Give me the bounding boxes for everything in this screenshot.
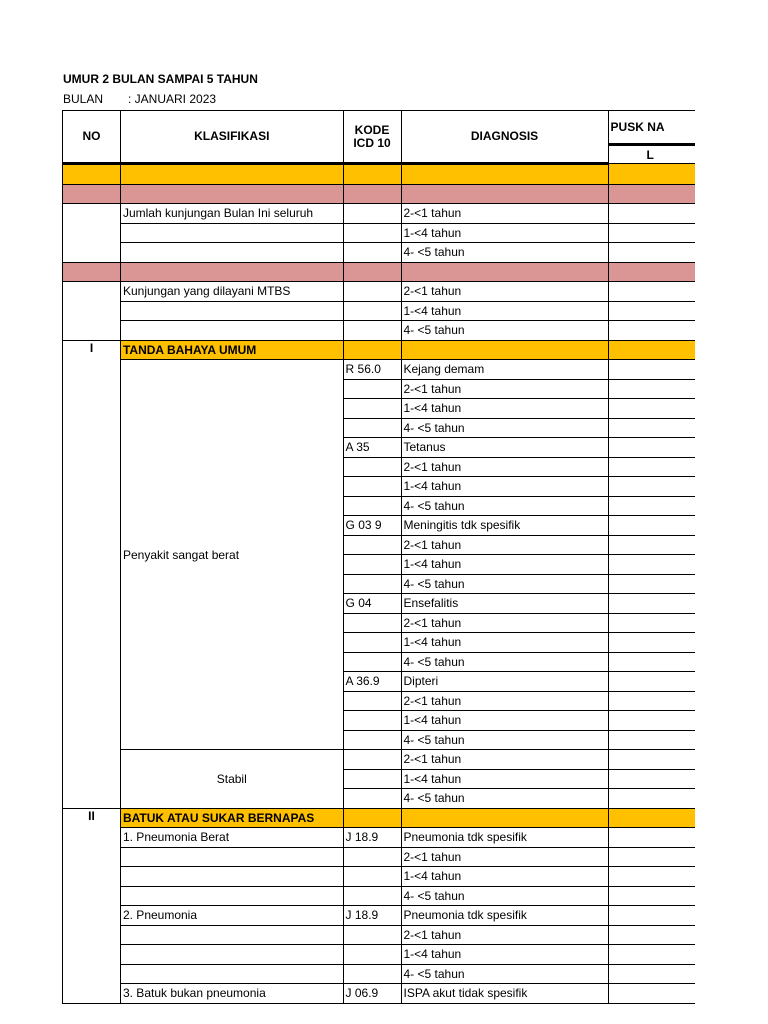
table-row (63, 282, 696, 302)
header-no: NO (63, 111, 121, 164)
section-no: I (63, 340, 121, 808)
cell-diagnosis: Dipteri (401, 672, 608, 692)
band-row (63, 262, 696, 282)
cell-age: 4- <5 tahun (401, 321, 608, 341)
cell-klasifikasi: 2. Pneumonia (120, 906, 343, 926)
cell-age: 2-<1 tahun (401, 847, 608, 867)
cell-age: 4- <5 tahun (401, 243, 608, 263)
cell-age: 1-<4 tahun (401, 301, 608, 321)
cell-diagnosis: ISPA akut tidak spesifik (401, 984, 608, 1004)
table-row (63, 243, 696, 263)
table-row (63, 964, 696, 984)
table-row (63, 750, 696, 770)
table-row (63, 906, 696, 926)
cell-diagnosis: Kejang demam (401, 360, 608, 380)
table-row (63, 360, 696, 380)
cell-age: 1-<4 tahun (401, 711, 608, 731)
cell-age: 2-<1 tahun (401, 457, 608, 477)
cell-age: 4- <5 tahun (401, 418, 608, 438)
table-row (63, 828, 696, 848)
cell-age: 2-<1 tahun (401, 925, 608, 945)
report-title: UMUR 2 BULAN SAMPAI 5 TAHUN (63, 72, 258, 86)
cell-klasifikasi: Kunjungan yang dilayani MTBS (120, 282, 343, 302)
cell-diagnosis: Pneumonia tdk spesifik (401, 906, 608, 926)
table-row (63, 945, 696, 965)
report-sheet (62, 110, 695, 1001)
section-row (63, 808, 696, 828)
cell-age: 1-<4 tahun (401, 945, 608, 965)
cell-no (63, 282, 121, 341)
cell-age: 1-<4 tahun (401, 223, 608, 243)
table-row (63, 925, 696, 945)
cell-age: 1-<4 tahun (401, 633, 608, 653)
table-row (63, 321, 696, 341)
cell-diagnosis: Pneumonia tdk spesifik (401, 828, 608, 848)
cell-klasifikasi: 1. Pneumonia Berat (120, 828, 343, 848)
cell-age: 2-<1 tahun (401, 204, 608, 224)
table-row (63, 223, 696, 243)
table-row (63, 886, 696, 906)
cell-diagnosis: Meningitis tdk spesifik (401, 516, 608, 536)
cell-klasifikasi-stabil: Stabil (120, 750, 343, 809)
cell-age: 1-<4 tahun (401, 477, 608, 497)
cell-age: 2-<1 tahun (401, 379, 608, 399)
cell-age: 4- <5 tahun (401, 574, 608, 594)
cell-kode: J 06.9 (343, 984, 401, 1004)
table-row (63, 301, 696, 321)
report-table (62, 110, 695, 1004)
cell-kode: G 04 (343, 594, 401, 614)
cell-age: 4- <5 tahun (401, 964, 608, 984)
cell-kode: J 18.9 (343, 906, 401, 926)
cell-diagnosis: Tetanus (401, 438, 608, 458)
header-pusk: PUSK NA (608, 111, 695, 145)
section-title: BATUK ATAU SUKAR BERNAPAS (120, 808, 343, 828)
section-row (63, 340, 696, 360)
cell-age: 4- <5 tahun (401, 652, 608, 672)
cell-age: 1-<4 tahun (401, 867, 608, 887)
cell-klasifikasi-penyakit-sangat-berat: Penyakit sangat berat (120, 360, 343, 750)
table-row (63, 847, 696, 867)
cell-age: 2-<1 tahun (401, 613, 608, 633)
cell-age: 2-<1 tahun (401, 535, 608, 555)
cell-age: 4- <5 tahun (401, 496, 608, 516)
cell-kode: J 18.9 (343, 828, 401, 848)
cell-kode: A 35 (343, 438, 401, 458)
cell-age: 2-<1 tahun (401, 691, 608, 711)
section-no: II (63, 808, 121, 1003)
cell-klasifikasi: 3. Batuk bukan pneumonia (120, 984, 343, 1004)
cell-kode: A 36.9 (343, 672, 401, 692)
cell-age: 2-<1 tahun (401, 282, 608, 302)
section-title: TANDA BAHAYA UMUM (120, 340, 343, 360)
cell-age: 4- <5 tahun (401, 730, 608, 750)
cell-age: 1-<4 tahun (401, 555, 608, 575)
table-row (63, 984, 696, 1004)
band-row (63, 184, 696, 204)
header-kode-icd: KODE ICD 10 (343, 111, 401, 164)
cell-kode: R 56.0 (343, 360, 401, 380)
month-label: BULAN (63, 92, 104, 106)
month-value: : JANUARI 2023 (128, 92, 217, 106)
cell-kode: G 03 9 (343, 516, 401, 536)
cell-diagnosis: Ensefalitis (401, 594, 608, 614)
header-l: L (608, 145, 695, 164)
cell-klasifikasi: Jumlah kunjungan Bulan Ini seluruh (120, 204, 343, 224)
cell-age: 4- <5 tahun (401, 789, 608, 809)
header-diagnosis: DIAGNOSIS (401, 111, 608, 164)
table-row (63, 204, 696, 224)
cell-age: 1-<4 tahun (401, 769, 608, 789)
table-row (63, 867, 696, 887)
band-row (63, 164, 696, 185)
cell-age: 1-<4 tahun (401, 399, 608, 419)
cell-no (63, 204, 121, 263)
cell-age: 2-<1 tahun (401, 750, 608, 770)
header-klasifikasi: KLASIFIKASI (120, 111, 343, 164)
cell-age: 4- <5 tahun (401, 886, 608, 906)
